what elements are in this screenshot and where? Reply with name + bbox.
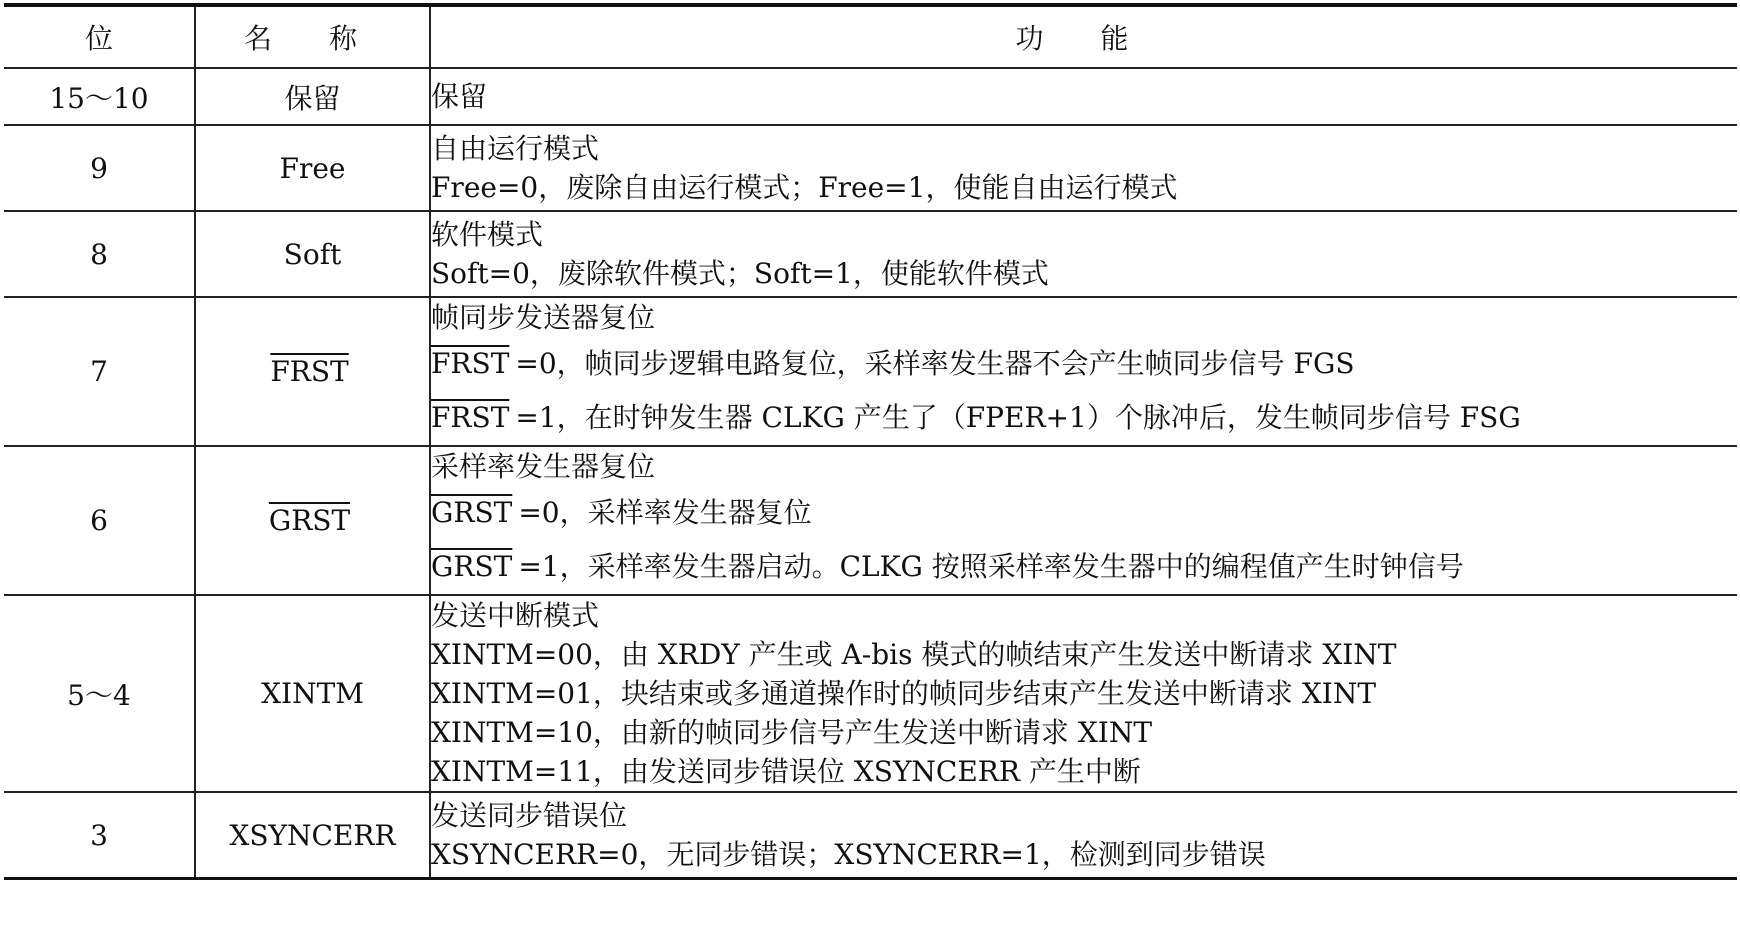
name-cell: Soft bbox=[195, 211, 430, 297]
function-line: XSYNCERR=0，无同步错误；XSYNCERR=1，检测到同步错误 bbox=[431, 838, 1266, 871]
name-cell bbox=[195, 446, 430, 595]
header-name: 名 称 bbox=[195, 5, 430, 68]
function-line: 发送中断模式 bbox=[431, 599, 600, 632]
bit-cell: 6 bbox=[4, 446, 195, 595]
table-row bbox=[4, 211, 1737, 297]
overlined-signal-name: GRST bbox=[431, 496, 513, 529]
overlined-signal-name: FRST bbox=[431, 347, 510, 380]
function-line-text: =0，采样率发生器复位 bbox=[518, 496, 812, 529]
table-header-row bbox=[4, 5, 1737, 68]
overlined-signal-name: FRST bbox=[431, 401, 510, 434]
name-cell: Free bbox=[195, 125, 430, 211]
register-table bbox=[4, 3, 1737, 880]
function-line: 帧同步发送器复位 bbox=[431, 301, 656, 334]
bit-cell: 3 bbox=[4, 792, 195, 879]
function-line: XINTM=00，由 XRDY 产生或 A-bis 模式的帧结束产生发送中断请求 XINT bbox=[431, 638, 1397, 671]
function-cell bbox=[430, 595, 1737, 792]
bit-cell: 7 bbox=[4, 297, 195, 446]
bit-cell: 5～4 bbox=[4, 595, 195, 792]
table-row bbox=[4, 68, 1737, 125]
function-line-text: =1，采样率发生器启动。CLKG 按照采样率发生器中的编程值产生时钟信号 bbox=[518, 550, 1464, 583]
name-cell: XSYNCERR bbox=[195, 792, 430, 879]
function-line: 保留 bbox=[431, 80, 488, 113]
function-cell bbox=[430, 125, 1737, 211]
function-cell bbox=[430, 68, 1737, 125]
name-cell: 保留 bbox=[195, 68, 430, 125]
table-row bbox=[4, 446, 1737, 595]
header-bit: 位 bbox=[4, 5, 195, 68]
function-line bbox=[431, 391, 1737, 445]
function-line: 采样率发生器复位 bbox=[431, 450, 656, 483]
function-cell bbox=[430, 792, 1737, 879]
function-line bbox=[431, 540, 1737, 594]
name-cell: XINTM bbox=[195, 595, 430, 792]
overlined-signal-name: FRST bbox=[270, 355, 349, 388]
function-line bbox=[431, 486, 1737, 540]
table-row bbox=[4, 792, 1737, 879]
function-line: 软件模式 bbox=[431, 218, 544, 251]
function-cell bbox=[430, 297, 1737, 446]
function-line-text: =0，帧同步逻辑电路复位，采样率发生器不会产生帧同步信号 FGS bbox=[515, 347, 1355, 380]
function-cell bbox=[430, 211, 1737, 297]
table-row bbox=[4, 125, 1737, 211]
overlined-signal-name: GRST bbox=[268, 504, 351, 537]
function-cell bbox=[430, 446, 1737, 595]
table-row bbox=[4, 297, 1737, 446]
function-line-text: =1，在时钟发生器 CLKG 产生了（FPER+1）个脉冲后，发生帧同步信号 FSG bbox=[515, 401, 1521, 434]
bit-cell: 8 bbox=[4, 211, 195, 297]
function-line: 发送同步错误位 bbox=[431, 799, 628, 832]
name-cell bbox=[195, 297, 430, 446]
function-line bbox=[431, 337, 1737, 391]
function-line: XINTM=11，由发送同步错误位 XSYNCERR 产生中断 bbox=[431, 755, 1141, 788]
table-row bbox=[4, 595, 1737, 792]
function-line: 自由运行模式 bbox=[431, 132, 600, 165]
header-function: 功 能 bbox=[430, 5, 1737, 68]
function-line: Soft=0，废除软件模式；Soft=1，使能软件模式 bbox=[431, 257, 1049, 290]
function-line: Free=0，废除自由运行模式；Free=1，使能自由运行模式 bbox=[431, 171, 1178, 204]
function-line: XINTM=01，块结束或多通道操作时的帧同步结束产生发送中断请求 XINT bbox=[431, 677, 1377, 710]
function-line: XINTM=10，由新的帧同步信号产生发送中断请求 XINT bbox=[431, 716, 1153, 749]
bit-cell: 15～10 bbox=[4, 68, 195, 125]
bit-cell: 9 bbox=[4, 125, 195, 211]
overlined-signal-name: GRST bbox=[431, 550, 513, 583]
